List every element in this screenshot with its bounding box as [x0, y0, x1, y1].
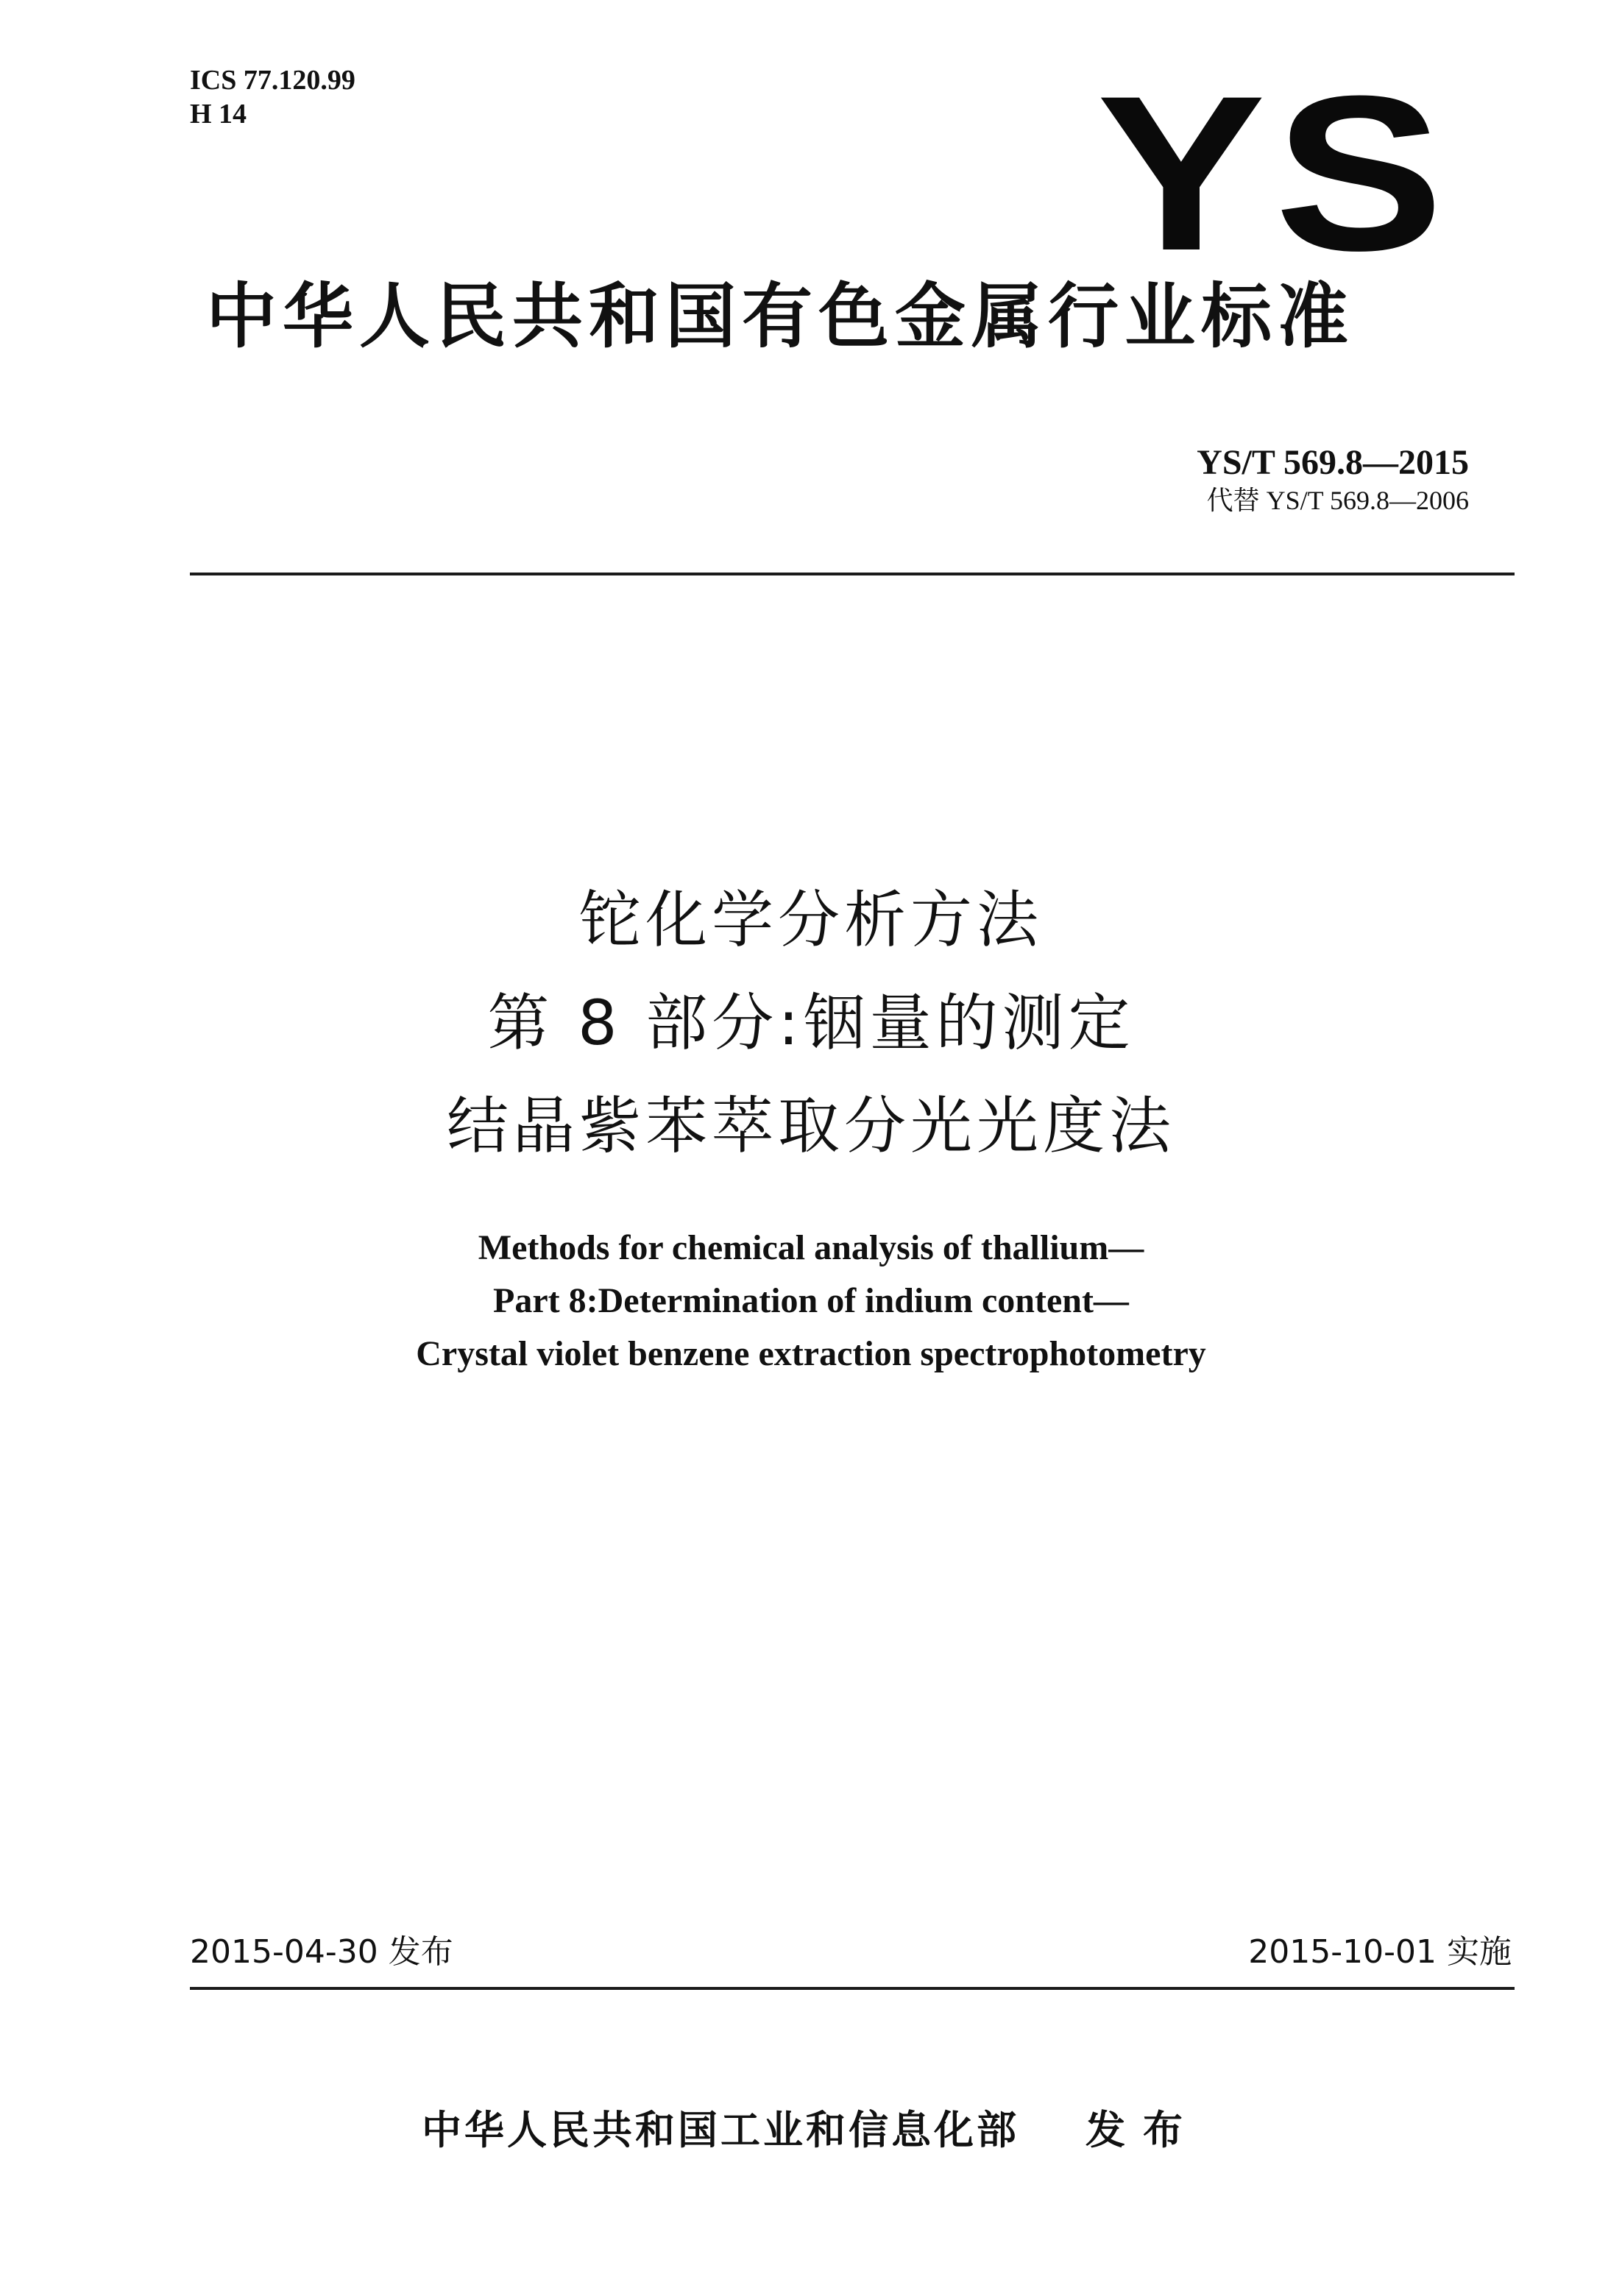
- implementation-date: 2015-10-01 实施: [1248, 1933, 1512, 1971]
- chinese-title: [0, 868, 1622, 1177]
- standard-number: YS/T 569.8—2015: [1197, 443, 1469, 482]
- chinese-title-line-3: 结晶紫苯萃取分光光度法: [446, 1090, 1175, 1162]
- classification-codes: [190, 63, 355, 131]
- replaces-standard: 代替 YS/T 569.8—2006: [1206, 486, 1469, 515]
- publisher-line: [0, 2105, 1622, 2156]
- publisher-action: 发布: [1086, 2107, 1200, 2153]
- publisher-organization: 中华人民共和国工业和信息化部: [422, 2107, 1019, 2153]
- ys-logo: YS: [1097, 49, 1453, 297]
- english-title-line-2: Part 8:Determination of indium content—: [493, 1281, 1129, 1320]
- chinese-title-line-2: 第 8 部分:铟量的测定: [487, 987, 1135, 1059]
- english-title-line-3: Crystal violet benzene extraction spectrophotometry: [416, 1334, 1206, 1373]
- authority-title: 中华人民共和国有色金属行业标准: [206, 275, 1354, 358]
- ccs-code: H 14: [190, 99, 247, 130]
- ics-code: ICS 77.120.99: [190, 65, 355, 96]
- standard-number-block: [1197, 442, 1469, 517]
- english-title: [0, 1222, 1622, 1381]
- issue-date: 2015-04-30 发布: [190, 1933, 453, 1971]
- english-title-line-1: Methods for chemical analysis of thallium—: [478, 1228, 1144, 1267]
- top-divider: [190, 573, 1515, 575]
- bottom-divider: [190, 1987, 1515, 1990]
- chinese-title-line-1: 铊化学分析方法: [578, 884, 1043, 956]
